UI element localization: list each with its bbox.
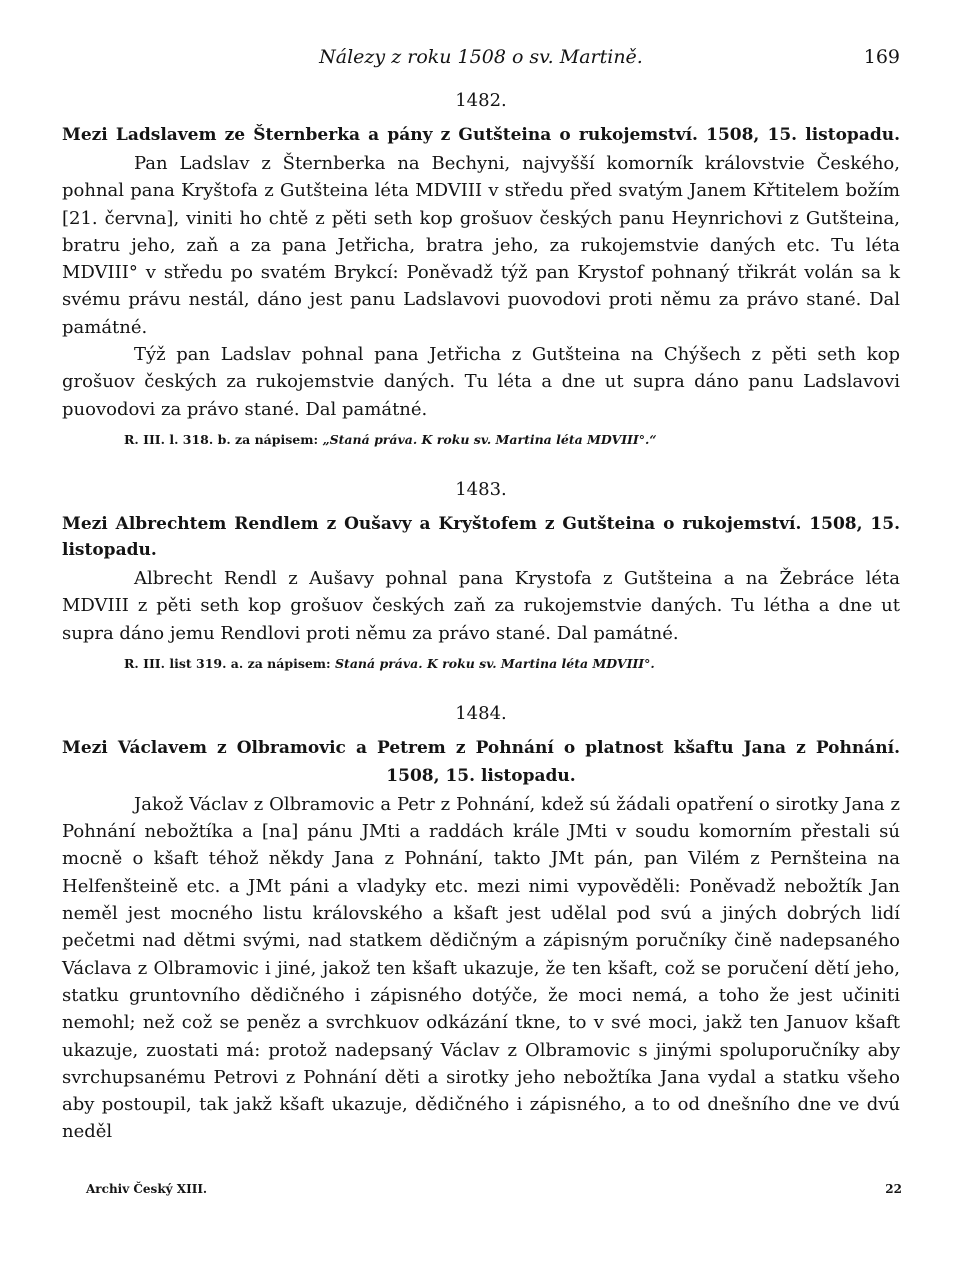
entry-paragraph: Albrecht Rendl z Aušavy pohnal pana Krystofa z Gutšteina a na Žebráce léta MDVIII z pěti seth kop grošuov českých zaň za rukojemstvie daných. Tu létha a dne ut supra dáno jemu Rendlovi proti němu za právo stané. Dal památné. <box>62 567 900 644</box>
source-citation-italic: Staná práva. K roku sv. Martina léta MDVIII°. <box>335 655 655 671</box>
entry-paragraph: Týž pan Ladslav pohnal pana Jetřicha z Gutšteina na Chýšech z pěti seth kop grošuov českých za rukojemstvie daných. Tu léta a dne ut supra dáno panu Ladslavovi puovodovi za právo stané. Dal památné. <box>62 344 900 420</box>
entry-spacer <box>62 451 900 471</box>
entry-paragraph: Jakož Václav z Olbramovic a Petr z Pohnání, kdež sú žádali opatření o sirotky Jana z Pohnání nebožtíka a [na] pánu JMti a raddách krále JMti v soudu komorním přestali sú mocně o kšaft téhož někdy Jana z Pohnání, takto JMt pán, pan Vilém z Pernšteina na Helfenšteině etc. a JMt páni a vladyky etc. mezi nimi vypověděli: Poněvadž nebožtík Jan neměl jest mocného listu královského a kšaft jest udělal pod svú a jiných dobrých lidí pečetmi nad dětmi svými, nad statkem dědičným a zápisným poručníky čině nadepsaného Václava z Olbramovic i jiné, jakož ten kšaft ukazuje, že ten kšaft, což se poručení dětí jeho, statku gruntovního dědičného i zápisného dotýče, že moci nemá, a toho že jest učiniti nemohl; než což se peněz a svrchkuov odkázání tkne, to v své moci, jakž ten Januov kšaft ukazuje, zuostati má: protož nadepsaný Václav z Olbramovic s jinými spoluporučníky aby svrchupsanému Petrovi z Pohnání děti a sirotky jeho nebožtíka Jana vydal a statku všeho aby postoupil, tak jakž kšaft ukazuje, dědičného i zápisného, a to od dnešního dne ve dvú neděl <box>62 793 900 1143</box>
running-head <box>62 40 900 74</box>
source-citation <box>124 653 900 675</box>
entry-number: 1484. <box>455 702 507 724</box>
entry-heading-date: 1508, 15. listopadu. <box>386 765 576 786</box>
source-citation <box>124 429 900 451</box>
footer-volume-title: Archiv Český XIII. <box>86 1182 208 1196</box>
source-citation-plain: R. III. list 319. a. za nápisem: <box>124 655 336 671</box>
source-citation-plain: R. III. l. 318. b. za nápisem: <box>124 431 323 447</box>
footer-signature-number: 22 <box>885 1182 902 1196</box>
entry-number: 1482. <box>455 90 507 111</box>
entry-number: 1483. <box>455 478 507 500</box>
entry-paragraph: Pan Ladslav z Šternberka na Bechyni, najvyšší komorník královstvie Českého, pohnal pana Kryštofa z Gutšteina léta MDVIII v středu před svatým Janem Křtitelem božím [21. června], viniti ho chtě z pěti seth kop grošuov českých panu Heynrichovi z Gutšteina, bratru jeho, zaň a za pana Jetřicha, bratra jeho, za rukojemstvie daných etc. Tu léta MDVIII° v středu po svatém Brykcí: Poněvadž týž pan Krystof pohnaný třikrát volán sa k svému právu nestál, dáno jest panu Ladslavovi puovodovi proti němu za právo stané. Dal památné. <box>62 153 900 338</box>
page-footer <box>86 1182 902 1208</box>
entry-heading: Mezi Albrechtem Rendlem z Oušavy a Kryštofem z Gutšteina o rukojemství. 1508, 15. listopadu. <box>62 513 900 560</box>
page-content <box>62 82 900 1146</box>
running-title: Nálezy z roku 1508 o sv. Martině. <box>319 46 643 68</box>
source-citation-italic: „Staná práva. K roku sv. Martina léta MDVIII°.“ <box>322 431 657 447</box>
entry-heading: Mezi Václavem z Olbramovic a Petrem z Pohnání o platnost kšaftu Jana z Pohnání. <box>62 737 900 758</box>
entry-spacer <box>62 675 900 695</box>
page-number: 169 <box>863 46 900 68</box>
entry-heading: Mezi Ladslavem ze Šternberka a pány z Gutšteina o rukojemství. 1508, 15. listopadu. <box>62 125 900 145</box>
